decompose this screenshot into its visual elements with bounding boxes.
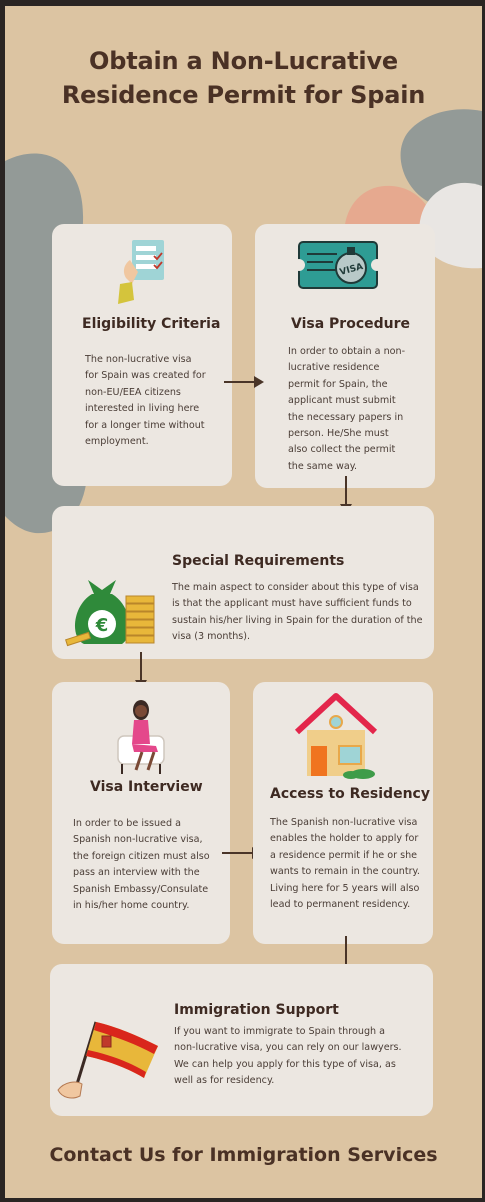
contact-cta-heading: Contact Us for Immigration Services bbox=[49, 1144, 438, 1166]
card-residency-body: The Spanish non-lucrative visa enables the holder to apply for a residence permit if he or she wants to remain in the country. Living here for 5 years will also lead to permanent residency. bbox=[270, 817, 420, 911]
seated-woman-icon bbox=[112, 698, 172, 776]
visa-stamp-text: VISA bbox=[338, 262, 365, 278]
card-special bbox=[52, 506, 434, 659]
card-support bbox=[50, 964, 433, 1116]
infographic-page bbox=[5, 6, 482, 1198]
arrow-right-icon bbox=[224, 376, 266, 388]
house-icon bbox=[293, 692, 379, 780]
card-eligibility-heading: Eligibility Criteria bbox=[82, 316, 221, 332]
card-support-heading: Immigration Support bbox=[174, 1002, 339, 1018]
checklist-icon bbox=[110, 238, 166, 308]
card-interview-heading: Visa Interview bbox=[90, 779, 203, 795]
money-bag-icon bbox=[62, 576, 162, 648]
card-interview-body: In order to be issued a Spanish non-lucrative visa, the foreign citizen must also pass an interview with the Spanish Embassy/Consulate in his/her home country. bbox=[73, 818, 210, 912]
card-procedure bbox=[255, 224, 435, 488]
card-eligibility bbox=[52, 224, 232, 486]
card-eligibility-body: The non-lucrative visa for Spain was created for non-EU/EEA citizens interested in living here for a longer time without employment. bbox=[85, 354, 206, 448]
card-residency-heading: Access to Residency bbox=[270, 786, 430, 802]
page-title: Obtain a Non-Lucrative Residence Permit for Spain bbox=[61, 47, 426, 109]
card-procedure-heading: Visa Procedure bbox=[291, 316, 411, 332]
card-support-body: If you want to immigrate to Spain through a non-lucrative visa, you can rely on our lawyers. We can help you apply for this type of visa, as well as for residency. bbox=[174, 1026, 402, 1087]
spain-flag-icon bbox=[54, 1016, 162, 1106]
card-residency bbox=[253, 682, 433, 944]
card-special-body: The main aspect to consider about this type of visa is that the applicant must have sufficient funds to sustain his/her living in Spain for the duration of the visa (3 months). bbox=[172, 582, 423, 643]
card-interview bbox=[52, 682, 230, 944]
card-special-heading: Special Requirements bbox=[172, 553, 345, 569]
card-procedure-body: In order to obtain a non-lucrative residence permit for Spain, the applicant must submit the necessary papers in person. He/She must also collect the permit the same way. bbox=[288, 346, 406, 472]
visa-ticket-icon bbox=[297, 238, 379, 296]
svg-text:€: € bbox=[95, 615, 109, 636]
